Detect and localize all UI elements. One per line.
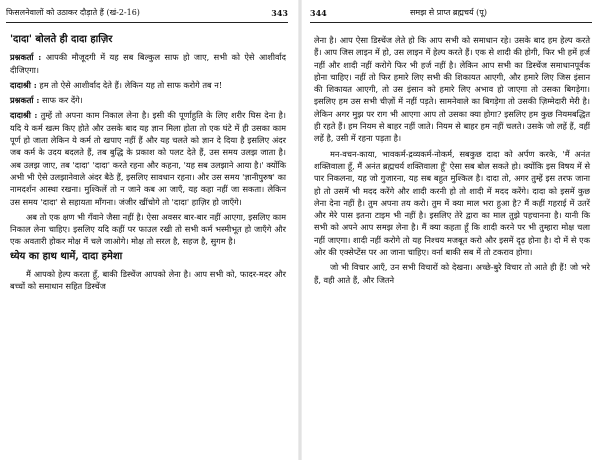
left-page [0, 0, 296, 460]
paragraph [10, 109, 286, 207]
speaker-label: प्रश्नकर्ता : [10, 95, 40, 106]
section-heading: ध्येय का हाथ थामें, दादा हमेशा [10, 250, 123, 262]
speaker-label: प्रश्नकर्ता : [10, 52, 42, 63]
left-header-rule [6, 22, 288, 23]
left-page-body [10, 32, 286, 460]
section-heading: 'दादा' बोलते ही दादा हाज़िर [10, 34, 113, 45]
left-page-header [6, 6, 288, 20]
paragraph-text: तुम्हें तो अपना काम निकाल लेना है। इसी की पूर्णाहुति के लिए शरीर घिस देना है। यदि ये कर्म खत्म किए होते और उसके बाद यह ज्ञान मिला होता तो एक घंटे में ही उसका काम पूर्ण हो जाता लेकिन ये कर्म तो खपाए नहीं हैं और यह चलते को ज्ञान दे दिया है इसलिए अंदर जब कर्म के उदय बदलते हैं, तब बुद्धि के प्रकाश को पलट देते हैं, उस समय उलझ जाता है। अब उलझ जाए, तब 'दादा' 'दादा' करते रहना और कहना, 'यह सब उलझाने आया है।' क्योंकि अभी भी ऐसे उलझानेवाले अंदर बैठे हैं, इसलिए सावधान रहना। और उस समय 'ज्ञानीपुरुष' का नामदर्शन आस्था रखना। मुश्किलें तो न जाने कब आ जाएँ, यह कहा नहीं जा सकता। लेकिन उस समय 'दादा' से सहायता माँगना। जंजीर खींचोगे तो 'दादा' हाज़िर हो जाएँगे। [10, 110, 286, 207]
paragraph [10, 79, 286, 91]
paragraph [10, 94, 286, 106]
paragraph: अब तो एक क्षण भी गँवाने जैसा नहीं है। ऐसा अवसर बार-बार नहीं आएगा, इसलिए काम निकाल लेना चाहिए। इसलिए यदि कहीं पर फाउल रखी तो सभी कर्म भस्मीभूत हो जाएँगे और एक अवतारी होकर मोक्ष में चले जाओगे। मोक्ष तो सरल है, सहज है, सुगम है। [10, 211, 286, 247]
paragraph: लेना है। आप ऐसा डिस्चेंज लेते हो कि आप सभी को समाधान रहे। उसके बाद हम हेल्प करते हैं। आप जिस लाइन में हो, उस लाइन में हेल्प करते हैं। एक से शादी की होगी, फिर भी हमें हर्ज नहीं और शादी नहीं करोगे फिर भी हर्ज नहीं है। लेकिन आप सभी का डिस्चेंज समाधानपूर्वक होना चाहिए। नहीं तो फिर हमारे लिए सभी की शिकायत आएगी, और हमारे लिए जिस इंसान की शिकायत आएगी, तो उस इंसान को हमारे लिए अभाव हो जाएगा तो उसका बिगड़ेगा। इसलिए हम उस सभी चीज़ों में नहीं पड़ते। सामनेवाले का बिगड़ेगा तो उसकी ज़िम्मेदारी मेरी है। लेकिन अगर मुझ पर राग भी आएगा आप तो उसका क्या होगा? इसलिए हम कुछ नियमबद्धित ही रहते हैं। हम नियम से बाहर नहीं जाते। नियम से बाहर हम नहीं चलते। उसके जो लहें हैं, वहीं लहें है, उसी में रहना पड़ता है। [314, 35, 590, 144]
paragraph-text: हम तो ऐसे आशीर्वाद देते हैं। लेकिन यह तो साफ करोगे तब न! [39, 79, 223, 90]
paragraph-text: आपकी मौजूदगी में यह सब बिल्कुल साफ हो जाए, सभी को ऐसे आशीर्वाद दीजिएगा। [10, 52, 286, 75]
right-page-number: 344 [310, 8, 327, 18]
speaker-label: दादाश्री : [10, 110, 38, 121]
paragraph [10, 51, 286, 76]
right-page [304, 0, 600, 460]
right-page-body [314, 34, 590, 460]
paragraph: जो भी विचार आएँ, उन सभी विचारों को देखना। अच्छे-बुरे विचार तो आते ही हैं! जो भरे हैं, वही आते हैं, और जितने [314, 262, 590, 285]
paragraph: मैं आपको हेल्प करता हूँ, बाकी डिस्चेंज आपको लेना है। आप सभी को, फादर-मदर और बच्चों को समाधान सहित डिस्चेंज [10, 269, 286, 292]
right-page-header [310, 6, 592, 20]
book-gutter [298, 0, 302, 460]
paragraph: मन-वचन-काया, भावकर्म-द्रव्यकर्म-नोकर्म, सबकुछ दादा को अर्पण करके, 'मैं अनंत शक्तिवाला हूँ, मैं अनंत ब्रह्मचर्य शक्तिवाला हूँ' ऐसा सब बोल सकते हो। क्योंकि इस विषय में से पार निकलना, यह जो गुजारना, यह सब बहुत मुश्किल है। दादा तो, अगर तुम्हें इस तरफ जाना हो तो उसमें भी मदद करेंगे और शादी करनी हो तो शादी में मदद करेंगे। दादा को इसमें कुछ लेना देना नहीं है। तुम अपना तय करो। तुम में क्या माल भरा हुआ है? मैं कहीं गहराई में उतरें और मेरे पास इतना टाइम भी नहीं है। इसलिए तेरे द्वारा का माल तुझे पहचानना है। यानी कि सभी को अपने आप समझ लेना है। मैं क्या कहता हूँ कि शादी करने पर भी तुम्हारा मोक्ष चला नहीं जाएगा। शादी नहीं करोगे तो यह निश्चय मजबूत करो और इसमें दृढ़ होना है। दो में से एक ओर की एक्सेप्टेंस पर आ जाना चाहिए। वर्ना बाकी सब में तो टकराव होगा। [314, 148, 590, 258]
paragraph-text: साफ कर देंगे। [42, 95, 83, 106]
right-header-rule [310, 22, 592, 23]
speaker-label: दादाश्री : [10, 79, 37, 90]
right-header-title: समझ से प्राप्त ब्रह्मचर्य (पू) [410, 8, 487, 17]
left-page-number: 343 [271, 8, 288, 18]
left-header-title: फिसलनेवालों को उठाकर दौड़ाते हैं (खं-2-16) [6, 8, 140, 17]
